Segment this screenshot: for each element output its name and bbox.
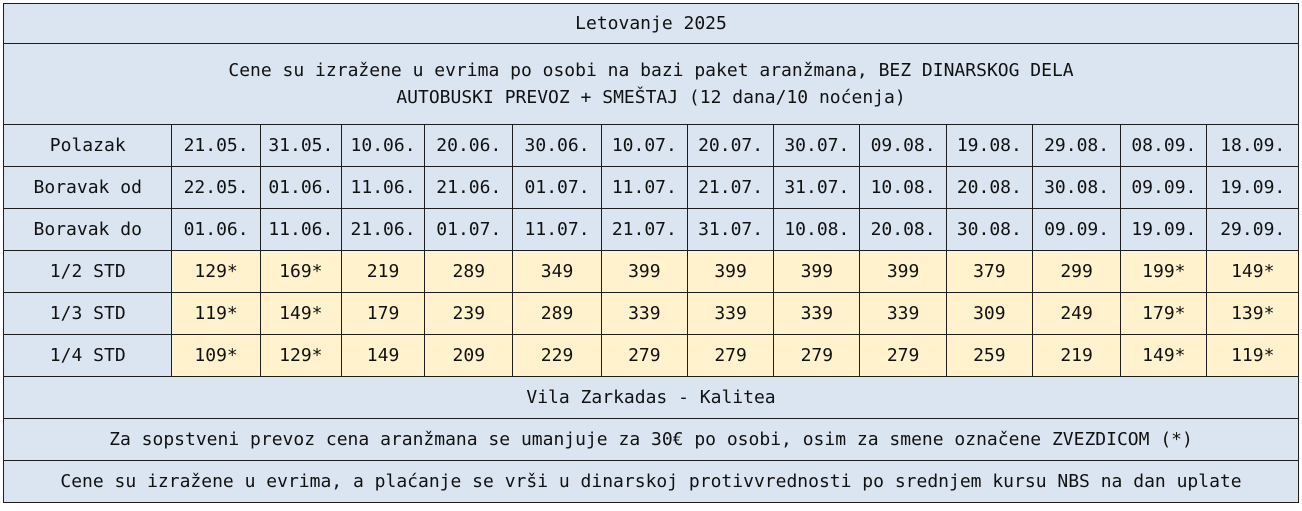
price-cell: 399 xyxy=(687,251,773,293)
payment-row xyxy=(4,461,1299,503)
price-cell: 379 xyxy=(946,251,1032,293)
date-cell: 21.06. xyxy=(425,167,513,209)
price-cell: 339 xyxy=(601,293,687,335)
title-row xyxy=(4,4,1299,44)
price-cell: 229 xyxy=(513,335,601,377)
date-cell: 30.08. xyxy=(1032,167,1120,209)
price-cell: 149* xyxy=(260,293,341,335)
date-cell: 19.08. xyxy=(946,125,1032,167)
price-cell: 279 xyxy=(860,335,946,377)
date-cell: 31.07. xyxy=(687,209,773,251)
price-cell: 209 xyxy=(425,335,513,377)
price-cell: 219 xyxy=(1032,335,1120,377)
row-label: 1/2 STD xyxy=(4,251,172,293)
price-cell: 139* xyxy=(1207,293,1299,335)
date-cell: 21.07. xyxy=(601,209,687,251)
own-transport-row xyxy=(4,419,1299,461)
price-cell: 339 xyxy=(774,293,860,335)
price-cell: 149* xyxy=(1121,335,1207,377)
price-cell: 179* xyxy=(1121,293,1207,335)
date-cell: 10.08. xyxy=(774,209,860,251)
date-cell: 21.05. xyxy=(172,125,260,167)
date-cell: 21.06. xyxy=(341,209,424,251)
price-cell: 239 xyxy=(425,293,513,335)
row-label: 1/4 STD xyxy=(4,335,172,377)
price-cell: 149* xyxy=(1207,251,1299,293)
date-cell: 22.05. xyxy=(172,167,260,209)
date-cell: 09.08. xyxy=(860,125,946,167)
date-cell: 01.06. xyxy=(260,167,341,209)
date-cell: 20.08. xyxy=(860,209,946,251)
date-cell: 09.09. xyxy=(1121,167,1207,209)
subtitle-line: Cene su izražene u evrima po osobi na bazi paket aranžmana, BEZ DINARSKOG DELA xyxy=(228,60,1074,81)
price-cell: 179 xyxy=(341,293,424,335)
date-cell: 10.08. xyxy=(860,167,946,209)
payment-note: Cene su izražene u evrima, a plaćanje se vrši u dinarskoj protivvrednosti po srednjem kursu NBS na dan uplate xyxy=(4,461,1299,503)
price-cell: 249 xyxy=(1032,293,1120,335)
date-cell: 11.06. xyxy=(260,209,341,251)
date-cell: 29.09. xyxy=(1207,209,1299,251)
price-cell: 279 xyxy=(687,335,773,377)
date-cell: 30.06. xyxy=(513,125,601,167)
subtitle-row xyxy=(4,44,1299,125)
price-cell: 399 xyxy=(774,251,860,293)
price-cell: 339 xyxy=(860,293,946,335)
price-cell: 149 xyxy=(341,335,424,377)
table-row xyxy=(4,125,1299,167)
price-cell: 299 xyxy=(1032,251,1120,293)
price-cell: 289 xyxy=(513,293,601,335)
price-cell: 339 xyxy=(687,293,773,335)
price-cell: 259 xyxy=(946,335,1032,377)
row-label: Boravak do xyxy=(4,209,172,251)
table-row xyxy=(4,251,1299,293)
date-cell: 31.07. xyxy=(774,167,860,209)
hotel-name: Vila Zarkadas - Kalitea xyxy=(4,377,1299,419)
date-cell: 30.07. xyxy=(774,125,860,167)
date-cell: 20.06. xyxy=(425,125,513,167)
price-cell: 309 xyxy=(946,293,1032,335)
date-cell: 10.07. xyxy=(601,125,687,167)
date-cell: 08.09. xyxy=(1121,125,1207,167)
date-cell: 19.09. xyxy=(1207,167,1299,209)
date-cell: 18.09. xyxy=(1207,125,1299,167)
price-cell: 289 xyxy=(425,251,513,293)
price-cell: 399 xyxy=(860,251,946,293)
date-cell: 20.07. xyxy=(687,125,773,167)
price-cell: 109* xyxy=(172,335,260,377)
date-cell: 01.07. xyxy=(425,209,513,251)
date-cell: 29.08. xyxy=(1032,125,1120,167)
date-cell: 31.05. xyxy=(260,125,341,167)
price-cell: 119* xyxy=(172,293,260,335)
table-row xyxy=(4,293,1299,335)
date-cell: 21.07. xyxy=(687,167,773,209)
table-row xyxy=(4,335,1299,377)
date-cell: 01.06. xyxy=(172,209,260,251)
price-table xyxy=(3,3,1299,503)
row-label: Polazak xyxy=(4,125,172,167)
price-cell: 399 xyxy=(601,251,687,293)
price-cell: 279 xyxy=(601,335,687,377)
date-cell: 01.07. xyxy=(513,167,601,209)
price-cell: 119* xyxy=(1207,335,1299,377)
price-cell: 129* xyxy=(260,335,341,377)
price-cell: 349 xyxy=(513,251,601,293)
row-label: 1/3 STD xyxy=(4,293,172,335)
date-cell: 30.08. xyxy=(946,209,1032,251)
price-cell: 279 xyxy=(774,335,860,377)
date-cell: 11.07. xyxy=(601,167,687,209)
table-row xyxy=(4,209,1299,251)
hotel-row xyxy=(4,377,1299,419)
table-title: Letovanje 2025 xyxy=(4,4,1299,44)
date-cell: 19.09. xyxy=(1121,209,1207,251)
date-cell: 20.08. xyxy=(946,167,1032,209)
price-cell: 169* xyxy=(260,251,341,293)
price-cell: 219 xyxy=(341,251,424,293)
row-label: Boravak od xyxy=(4,167,172,209)
date-cell: 11.06. xyxy=(341,167,424,209)
price-cell: 129* xyxy=(172,251,260,293)
date-cell: 11.07. xyxy=(513,209,601,251)
price-cell: 199* xyxy=(1121,251,1207,293)
table-row xyxy=(4,167,1299,209)
date-cell: 10.06. xyxy=(341,125,424,167)
subtitle-line: AUTOBUSKI PREVOZ + SMEŠTAJ (12 dana/10 noćenja) xyxy=(396,87,906,108)
own-transport-note: Za sopstveni prevoz cena aranžmana se umanjuje za 30€ po osobi, osim za smene označene ZVEZDICOM (*) xyxy=(4,419,1299,461)
date-cell: 09.09. xyxy=(1032,209,1120,251)
table-subtitle xyxy=(4,44,1299,125)
